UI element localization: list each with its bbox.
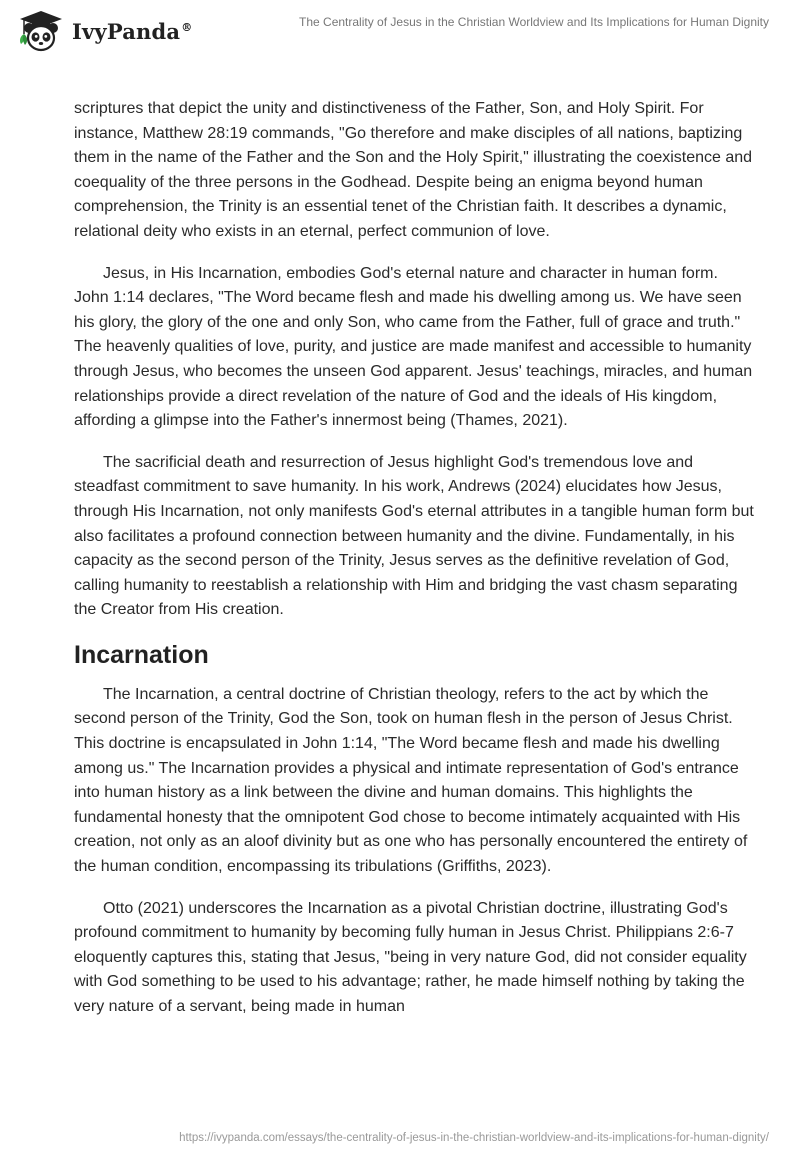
paragraph: Otto (2021) underscores the Incarnation as a pivotal Christian doctrine, illustrating God's profound commitment to humanity by becoming fully human in Jesus Christ. Philippians 2:6-7 eloquently captures this, stating that Jesus, "being in very nature God, did not consider equality with God something to be used to his advantage; rather, he made himself nothing by taking the very nature of a servant, being made in human [74, 899, 747, 1015]
paragraph: The Incarnation, a central doctrine of Christian theology, refers to the act by which the second person of the Trinity, God the Son, took on human flesh in the person of Jesus Christ. This doctrine is encapsulated in John 1:14, "The Word became flesh and made his dwelling among us." The Incarnation provides a physical and intimate representation of God's entrance into human history as a link between the divine and human domains. This highlights the fundamental honesty that the omnipotent God chose to become intimately acquainted with His creation, not only as an aloof divinity but as one who has personally encountered the entirety of the human condition, encompassing its tribulations (Griffiths, 2023). [74, 685, 748, 876]
ivypanda-logo[interactable] [14, 8, 192, 54]
source-url-link[interactable]: https://ivypanda.com/essays/the-centrality-of-jesus-in-the-christian-worldview-and-its-implications-for-human-dignity/ [179, 1132, 769, 1144]
document-title: The Centrality of Jesus in the Christian Worldview and Its Implications for Human Dignity [299, 15, 769, 29]
paragraph: Jesus, in His Incarnation, embodies God's eternal nature and character in human form. John 1:14 declares, "The Word became flesh and made his dwelling among us. We have seen his glory, the glory of the one and only Son, who came from the Father, full of grace and truth." The heavenly qualities of love, purity, and justice are made manifest and accessible to humanity through Jesus, who becomes the unseen God apparent. Jesus' teachings, miracles, and human relationships provide a direct revelation of the nature of God and the ideals of His kingdom, affording a glimpse into the Father's innermost being (Thames, 2021). [74, 264, 753, 430]
paragraph: The sacrificial death and resurrection of Jesus highlight God's tremendous love and steadfast commitment to save humanity. In his work, Andrews (2024) elucidates how Jesus, through His Incarnation, not only manifests God's eternal attributes in a tangible human form but also facilitates a profound connection between humanity and the divine. Fundamentally, in his capacity as the second person of the Trinity, Jesus serves as the definitive revelation of God, calling humanity to reestablish a relationship with Him and bridging the vast chasm separating the Creator from His creation. [74, 453, 754, 619]
trademark-symbol: ® [181, 20, 193, 34]
paragraph: scriptures that depict the unity and distinctiveness of the Father, Son, and Holy Spirit. For instance, Matthew 28:19 commands, "Go therefore and make disciples of all nations, baptizing them in the name of the Father and the Son and the Holy Spirit," illustrating the coexistence and coequality of the three persons in the Godhead. Despite being an enigma beyond human comprehension, the Trinity is an essential tenet of the Christian faith. It describes a dynamic, relational deity who exists in an eternal, perfect communion of love. [74, 100, 753, 240]
section-heading-incarnation: Incarnation [74, 640, 209, 669]
panda-graduate-icon [14, 8, 66, 54]
essay-body [74, 97, 754, 1037]
page-header [0, 0, 800, 60]
brand-name: IvyPanda [72, 18, 181, 44]
